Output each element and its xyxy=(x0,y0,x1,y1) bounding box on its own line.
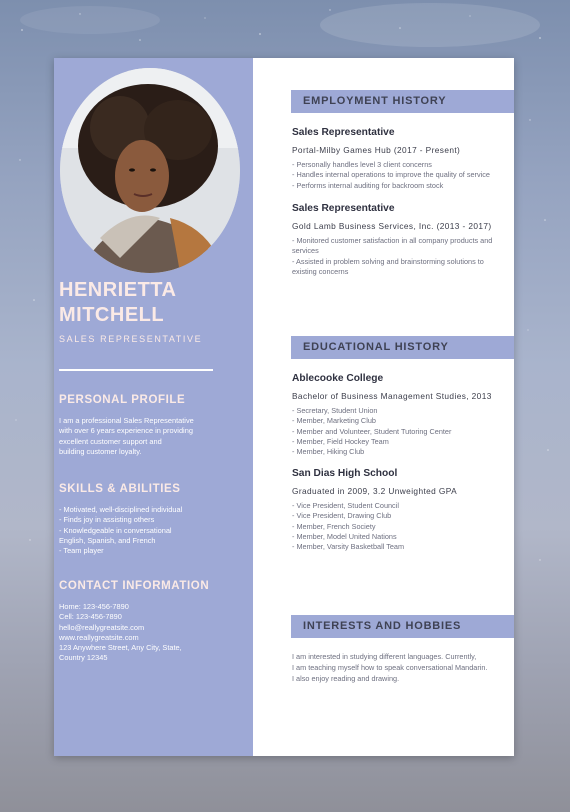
job-role: SALES REPRESENTATIVE xyxy=(59,334,203,344)
skill-item: - Motivated, well-disciplined individual xyxy=(59,505,183,514)
website: www.reallygreatsite.com xyxy=(59,632,139,642)
last-name: MITCHELL xyxy=(59,304,165,326)
contact-info xyxy=(59,602,224,664)
personal-profile-heading: PERSONAL PROFILE xyxy=(59,394,186,406)
interests-text xyxy=(292,652,488,684)
activity-item: - Member, Varsity Basketball Team xyxy=(292,542,405,552)
activity-item: - Member, Hiking Club xyxy=(292,447,365,457)
school-activities xyxy=(292,501,514,552)
profile-line: with over 6 years experience in providing xyxy=(59,426,193,436)
contact-heading: CONTACT INFORMATION xyxy=(59,580,210,592)
home-phone: Home: 123-456-7890 xyxy=(59,602,129,611)
address-line: 123 Anywhere Street, Any City, State, xyxy=(59,643,182,653)
employment-heading: EMPLOYMENT HISTORY xyxy=(291,90,514,113)
duty-item: existing concerns xyxy=(292,266,349,276)
duty-item: - Monitored customer satisfaction in all company products and xyxy=(292,236,493,245)
activity-item: - Vice President, Student Council xyxy=(292,501,399,510)
skills-heading: SKILLS & ABILITIES xyxy=(59,483,181,495)
activity-item: - Secretary, Student Union xyxy=(292,406,378,415)
duty-item: - Personally handles level 3 client concerns xyxy=(292,160,432,169)
duty-item: - Performs internal auditing for backroom stock xyxy=(292,180,444,190)
skill-item: - Team player xyxy=(59,546,104,556)
resume-page xyxy=(54,58,514,756)
interest-line: I am teaching myself how to speak conversational Mandarin. xyxy=(292,662,488,672)
skill-item: English, Spanish, and French xyxy=(59,535,156,545)
profile-photo xyxy=(60,68,240,273)
address-line: Country 12345 xyxy=(59,653,108,663)
job-duties xyxy=(292,236,514,277)
interests-heading: INTERESTS AND HOBBIES xyxy=(291,615,514,638)
job-duties xyxy=(292,160,514,191)
school-name: Ablecooke College xyxy=(292,373,384,384)
activity-item: - Member, Model United Nations xyxy=(292,531,397,541)
job-title: Sales Representative xyxy=(292,127,395,138)
activity-item: - Vice President, Drawing Club xyxy=(292,511,392,521)
resume-sidebar xyxy=(54,58,253,756)
education-heading: EDUCATIONAL HISTORY xyxy=(291,336,514,359)
degree: Graduated in 2009, 3.2 Unweighted GPA xyxy=(292,486,458,496)
activity-item: - Member, Field Hockey Team xyxy=(292,436,389,446)
profile-line: I am a professional Sales Representative xyxy=(59,416,194,425)
activity-item: - Member, French Society xyxy=(292,521,376,531)
skill-item: - Finds joy in assisting others xyxy=(59,515,155,525)
profile-line: building customer loyalty. xyxy=(59,446,142,456)
school-activities xyxy=(292,406,514,457)
duty-item: services xyxy=(292,246,319,256)
skills-list xyxy=(59,505,224,556)
interest-line: I am interested in studying different languages. Currently, xyxy=(292,652,477,661)
duty-item: - Assisted in problem solving and brainstorming solutions to xyxy=(292,256,484,266)
skill-item: - Knowledgeable in conversational xyxy=(59,525,172,535)
profile-line: excellent customer support and xyxy=(59,436,162,446)
activity-item: - Member, Marketing Club xyxy=(292,416,376,426)
job-company: Gold Lamb Business Services, Inc. (2013 - 2017) xyxy=(292,221,492,231)
activity-item: - Member and Volunteer, Student Tutoring Center xyxy=(292,426,452,436)
resume-main xyxy=(291,58,514,756)
degree: Bachelor of Business Management Studies, 2013 xyxy=(292,391,492,401)
personal-profile-text xyxy=(59,416,224,457)
cell-phone: Cell: 123-456-7890 xyxy=(59,612,122,622)
first-name: HENRIETTA xyxy=(59,279,177,301)
divider xyxy=(59,369,213,371)
school-name: San Dias High School xyxy=(292,468,398,479)
duty-item: - Handles internal operations to improve the quality of service xyxy=(292,170,490,180)
interest-line: I also enjoy reading and drawing. xyxy=(292,673,400,683)
job-company: Portal-Milby Games Hub (2017 - Present) xyxy=(292,145,461,155)
job-title: Sales Representative xyxy=(292,203,395,214)
candidate-name xyxy=(59,278,244,328)
email: hello@reallygreatsite.com xyxy=(59,622,145,632)
